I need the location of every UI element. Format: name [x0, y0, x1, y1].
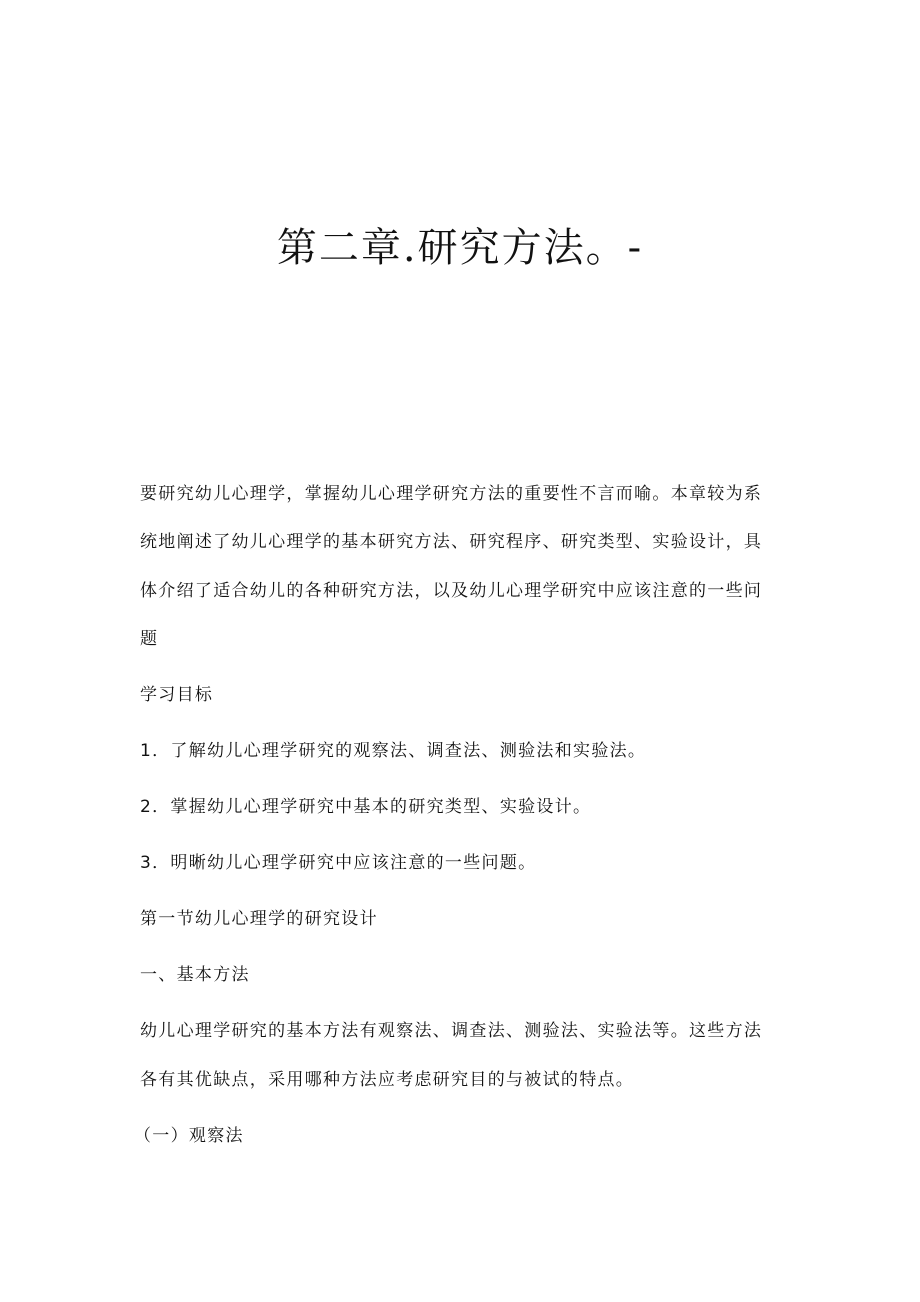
intro-paragraph-line: 统地阐述了幼儿心理学的基本研究方法、研究程序、研究类型、实验设计，具 [140, 532, 763, 552]
methods-paragraph-line: 幼儿心理学研究的基本方法有观察法、调查法、测验法、实验法等。这些方法 [140, 1021, 763, 1041]
goal-item-2: 2．掌握幼儿心理学研究中基本的研究类型、实验设计。 [140, 797, 592, 817]
goal-item-1: 1．了解幼儿心理学研究的观察法、调查法、测验法和实验法。 [140, 741, 647, 761]
intro-paragraph-line: 题 [140, 629, 159, 649]
intro-paragraph-line: 体介绍了适合幼儿的各种研究方法，以及幼儿心理学研究中应该注意的一些问 [140, 581, 763, 601]
section-heading-learning-goals: 学习目标 [140, 685, 214, 705]
intro-paragraph-line: 要研究幼儿心理学，掌握幼儿心理学研究方法的重要性不言而喻。本章较为系 [140, 484, 763, 504]
subheading-basic-methods: 一、基本方法 [140, 965, 250, 985]
document-title: 第二章.研究方法。- [276, 225, 644, 271]
methods-paragraph-line: 各有其优缺点，采用哪种方法应考虑研究目的与被试的特点。 [140, 1070, 635, 1090]
goal-item-3: 3．明晰幼儿心理学研究中应该注意的一些问题。 [140, 853, 537, 873]
subheading-observation: （一）观察法 [134, 1126, 244, 1146]
section-heading-first-section: 第一节幼儿心理学的研究设计 [140, 909, 378, 929]
